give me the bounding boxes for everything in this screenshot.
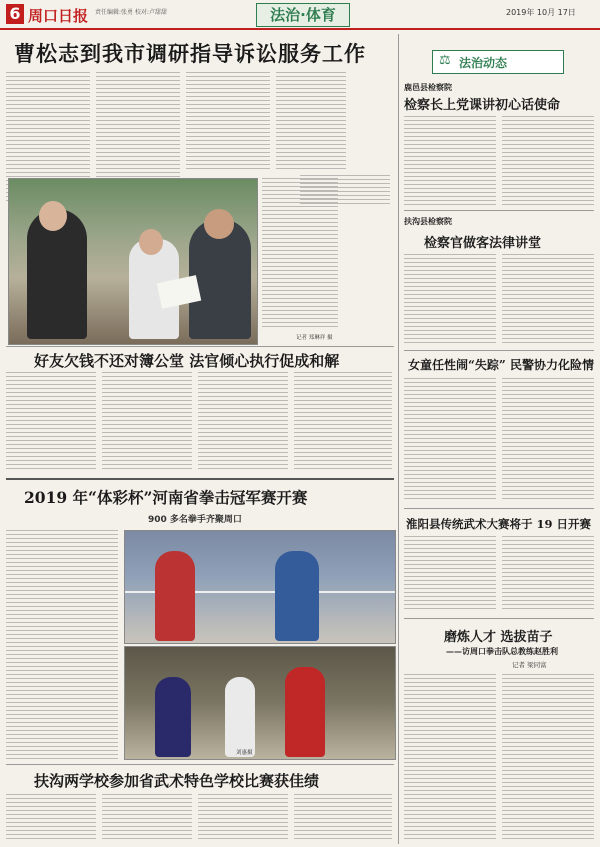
item5-byline: 记者 梁同富 — [512, 661, 547, 669]
item3-body-col-2 — [502, 378, 594, 502]
item2-location: 扶沟县检察院 — [404, 217, 452, 226]
school-body-col-3 — [198, 794, 288, 842]
masthead — [0, 0, 600, 32]
item3-headline: 女童任性闹“失踪” 民警协力化险情 — [408, 358, 594, 372]
boxer-blue — [275, 551, 319, 641]
item2-body-col-1 — [404, 254, 496, 344]
boxer-left-figure — [155, 677, 191, 757]
lead-photo-caption: 记者 郑琳祥 摄 — [296, 335, 333, 341]
item1-headline: 检察长上党课讲初心话使命 — [404, 98, 561, 113]
boxing-photo-top — [124, 530, 396, 644]
item4-body-col-1 — [404, 536, 496, 612]
sub1-headline: 好友欠钱不还对簿公堂 法官倾心执行促成和解 — [34, 352, 340, 370]
law-news-badge-label: 法治动态 — [459, 56, 508, 70]
sub1-body-col-4 — [294, 372, 392, 472]
boxing-photo-caption: 刘惠摄 — [236, 750, 253, 756]
person-middle-face — [139, 229, 163, 255]
divider-item2 — [404, 210, 594, 211]
item5-body-col-2 — [502, 674, 594, 842]
paper-name: 周口日报 — [28, 7, 89, 25]
photo-side-text — [262, 178, 338, 328]
lead-photo — [8, 178, 258, 345]
lead-body-col-3 — [186, 72, 270, 172]
item2-headline: 检察官做客法律讲堂 — [424, 236, 542, 251]
boxing-body-col-1 — [6, 530, 118, 760]
scales-icon: ⚖ — [439, 53, 451, 68]
divider-boxing — [6, 478, 394, 480]
referee-figure — [225, 677, 255, 757]
item5-body-col-1 — [404, 674, 496, 842]
school-body-col-4 — [294, 794, 392, 842]
person-left-face — [39, 201, 67, 231]
boxer-red — [155, 551, 195, 641]
item4-headline: 淮阳县传统武术大赛将于 19 日开赛 — [406, 517, 592, 531]
publish-date: 2019年 10月 17日 — [506, 8, 576, 17]
divider-sub1 — [6, 346, 394, 347]
boxing-subhead: 900 多名拳手齐聚周口 — [148, 515, 242, 525]
lead-body-col-4 — [276, 72, 346, 172]
item2-body-col-2 — [502, 254, 594, 344]
item5-subhead: ——访周口拳击队总教练赵胜利 — [446, 647, 558, 656]
divider-school — [6, 764, 394, 765]
school-headline: 扶沟两学校参加省武术特色学校比赛获佳绩 — [34, 772, 320, 790]
law-news-badge — [432, 50, 564, 74]
boxing-photo-bottom — [124, 646, 396, 760]
boxing-headline: 2019 年“体彩杯”河南省拳击冠军赛开赛 — [24, 488, 308, 507]
person-right-face — [204, 209, 234, 239]
lead-headline: 曹松志到我市调研指导诉讼服务工作 — [14, 41, 366, 66]
section-title: 法治·体育 — [256, 3, 350, 27]
item1-body-col-2 — [502, 116, 594, 206]
boxer-right-figure — [285, 667, 325, 757]
column-divider — [398, 34, 399, 844]
item3-body-col-1 — [404, 378, 496, 502]
editor-meta: 责任编辑:张勇 校对:卢甜甜 — [95, 9, 167, 16]
item1-location: 鹿邑县检察院 — [404, 83, 452, 92]
item1-body-col-1 — [404, 116, 496, 206]
sub1-body-col-2 — [102, 372, 192, 472]
item5-headline: 磨炼人才 选拔苗子 — [444, 630, 553, 645]
sub1-body-col-3 — [198, 372, 288, 472]
item4-body-col-2 — [502, 536, 594, 612]
school-body-col-2 — [102, 794, 192, 842]
divider-item4 — [404, 508, 594, 509]
masthead-rule — [0, 28, 600, 30]
school-body-col-1 — [6, 794, 96, 842]
sub1-body-col-1 — [6, 372, 96, 472]
divider-item5 — [404, 618, 594, 619]
page-number: 6 — [6, 4, 24, 24]
divider-item3 — [404, 350, 594, 351]
